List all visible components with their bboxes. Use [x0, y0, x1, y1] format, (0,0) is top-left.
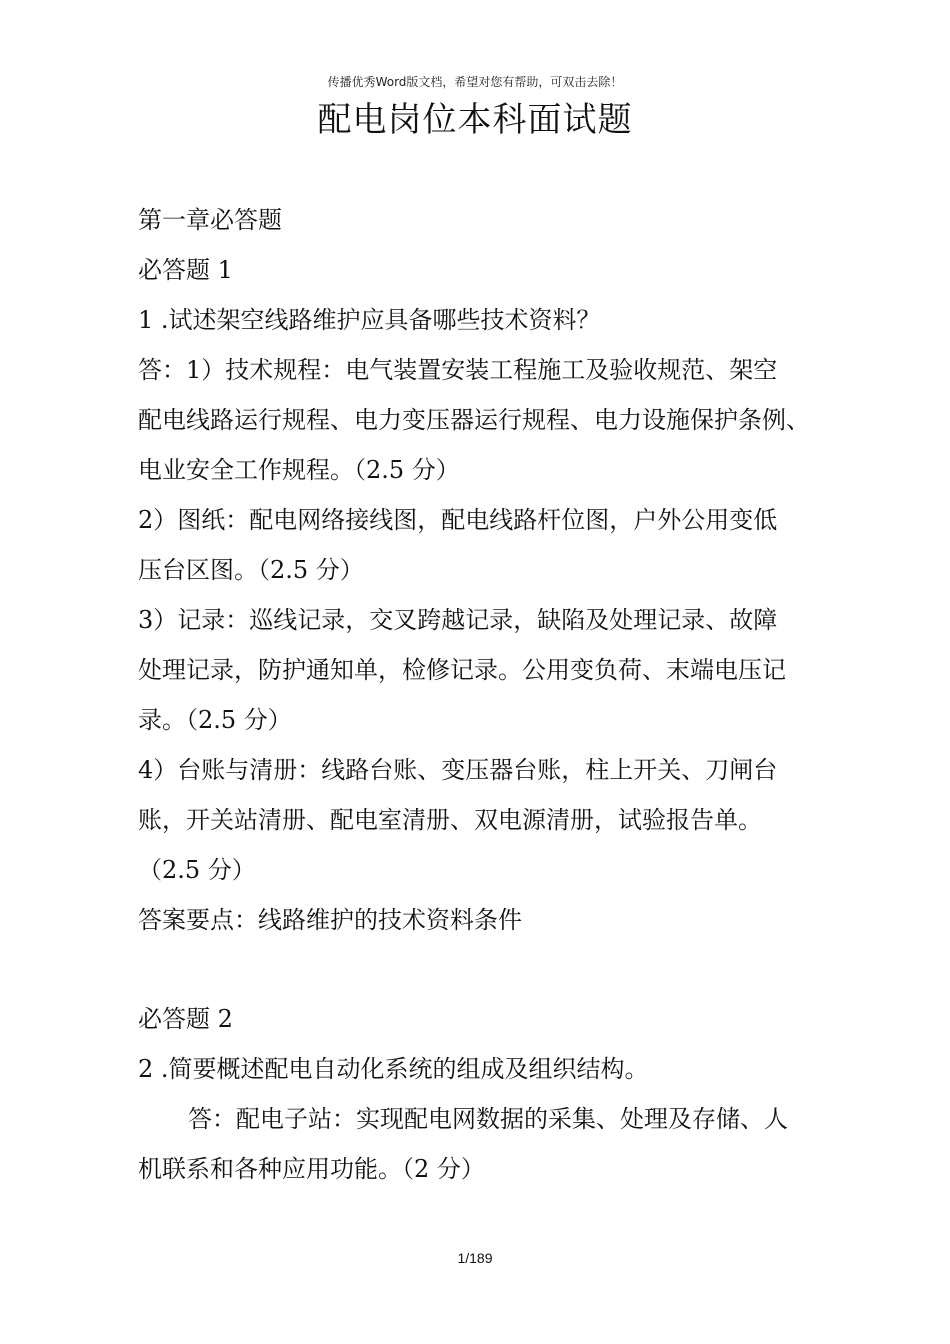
answer-text: 答：配电子站：实现配电网数据的采集、处理及存储、人: [188, 1105, 788, 1133]
answer-text: （2.5 分）: [138, 856, 256, 884]
answer-text: 处理记录，防护通知单，检修记录。公用变负荷、末端电压记: [138, 656, 786, 684]
watermark-text: 传播优秀Word版文档，希望对您有帮助，可双击去除！: [327, 75, 623, 89]
question-text: 2 .简要概述配电自动化系统的组成及组织结构。: [138, 1055, 649, 1083]
answer-text: 账，开关站清册、配电室清册、双电源清册，试验报告单。: [138, 806, 762, 834]
answer-text: 2）图纸：配电网络接线图，配电线路杆位图，户外公用变低: [138, 506, 778, 534]
document-title: 配电岗位本科面试题: [317, 100, 633, 140]
question-text: 1 .试述架空线路维护应具备哪些技术资料？: [138, 306, 601, 334]
answer-text: 机联系和各种应用功能。（2 分）: [138, 1155, 485, 1183]
answer-text: 配电线路运行规程、电力变压器运行规程、电力设施保护条例、: [138, 406, 810, 434]
answer-text: 4）台账与清册：线路台账、变压器台账，柱上开关、刀闸台: [138, 756, 778, 784]
answer-key-points: 答案要点：线路维护的技术资料条件: [138, 906, 522, 934]
answer-text: 压台区图。（2.5 分）: [138, 556, 364, 584]
answer-text: 电业安全工作规程。（2.5 分）: [138, 456, 460, 484]
question-heading: 必答题 2: [138, 1005, 233, 1033]
question-heading: 必答题 1: [138, 256, 233, 284]
answer-text: 答：1）技术规程：电气装置安装工程施工及验收规范、架空: [138, 356, 778, 384]
page-number: 1/189: [457, 1250, 493, 1266]
chapter-heading: 第一章必答题: [138, 206, 282, 234]
answer-text: 录。（2.5 分）: [138, 706, 292, 734]
answer-text: 3）记录：巡线记录，交叉跨越记录，缺陷及处理记录、故障: [138, 606, 778, 634]
